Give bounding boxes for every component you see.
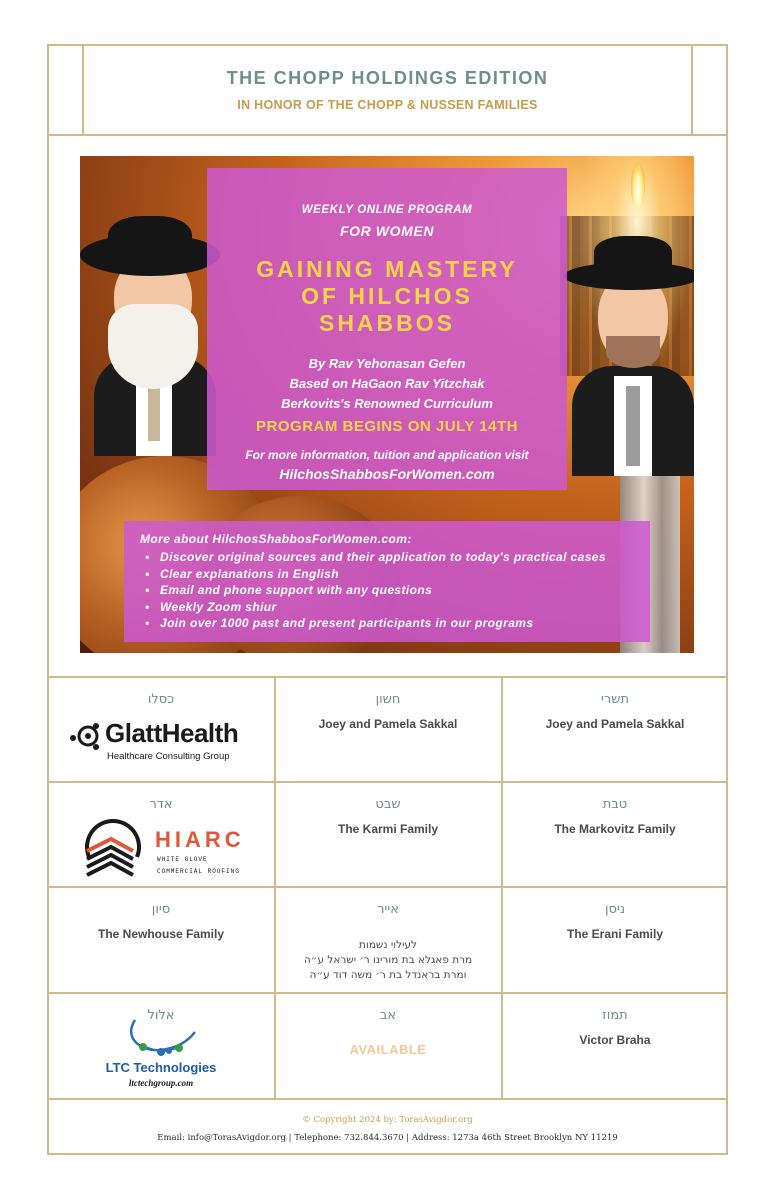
sponsor-cell-elul xyxy=(49,994,273,1098)
memorial-line: לעילוי נשמות xyxy=(359,939,417,951)
program-start-date: PROGRAM BEGINS ON JULY 14TH xyxy=(256,418,518,435)
month-label: ניסן xyxy=(604,902,626,917)
memorial-line: ומרת בראנדל בת ר׳ משה דוד ע״ה xyxy=(309,969,467,981)
sponsor-name: Joey and Pamela Sakkal xyxy=(318,717,458,731)
month-label: כסלו xyxy=(147,692,175,707)
rabbi-photo-right xyxy=(570,236,694,476)
month-label: תשרי xyxy=(601,692,629,707)
sponsor-cell-cheshvan xyxy=(276,678,500,782)
logo-title: HIARC xyxy=(155,827,245,852)
sponsor-cell-sivan xyxy=(49,888,273,992)
month-label: אב xyxy=(379,1008,397,1023)
program-info-text: For more information, tuition and application visit xyxy=(245,448,529,462)
header-divider-right xyxy=(691,46,693,134)
sponsor-cell-teves xyxy=(503,783,727,887)
month-label: אלול xyxy=(147,1008,175,1023)
program-title xyxy=(207,256,567,337)
program-audience: FOR WOMEN xyxy=(339,223,435,239)
program-banner xyxy=(80,156,694,653)
rabbi-photo-left xyxy=(86,216,216,456)
sponsor-cell-tammuz xyxy=(503,994,727,1098)
logo-title: Glatt xyxy=(105,718,162,748)
page-frame xyxy=(47,44,728,1155)
available-slot: AVAILABLE xyxy=(349,1042,427,1057)
sponsor-name: The Erani Family xyxy=(566,927,664,941)
list-item: • Email and phone support with any questions xyxy=(160,582,606,599)
list-item: • Weekly Zoom shiur xyxy=(160,599,606,616)
sponsor-name: The Markovitz Family xyxy=(554,822,676,836)
byline-line: By Rav Yehonasan Gefen xyxy=(308,356,466,371)
sponsor-name: The Newhouse Family xyxy=(97,927,225,941)
details-list xyxy=(160,549,606,632)
sponsor-name: The Karmi Family xyxy=(337,822,439,836)
month-label: אדר xyxy=(149,797,173,812)
byline-line: Based on HaGaon Rav Yitzchak xyxy=(289,376,485,391)
month-label: שבט xyxy=(375,797,401,812)
program-title-line: SHABBOS xyxy=(318,310,455,336)
header xyxy=(49,46,726,136)
month-label: טבת xyxy=(602,797,628,812)
logo-title: LTC Technologies xyxy=(105,1060,217,1075)
header-divider-left xyxy=(82,46,84,134)
sponsor-cell-adar xyxy=(49,783,273,887)
hiarc-mark-icon xyxy=(81,813,145,877)
sponsor-cell-iyar xyxy=(276,888,500,992)
sponsor-name: Joey and Pamela Sakkal xyxy=(545,717,685,731)
month-label: אייר xyxy=(377,902,399,917)
sponsor-cell-kislev xyxy=(49,678,273,782)
details-heading: More about HilchosShabbosForWomen.com: xyxy=(140,532,412,546)
program-details-panel xyxy=(124,521,650,642)
sponsor-name: Victor Braha xyxy=(579,1033,651,1047)
logo-subtitle: COMMERCIAL ROOFING xyxy=(157,868,240,875)
edition-subtitle: IN HONOR OF THE CHOPP & NUSSEN FAMILIES xyxy=(237,98,538,112)
ltc-network-icon xyxy=(121,1018,201,1058)
logo-title: Health xyxy=(161,718,239,748)
program-url: HilchosShabbosForWomen.com xyxy=(279,466,495,482)
memorial-text xyxy=(276,938,500,983)
logo-subtitle: WHITE GLOVE xyxy=(157,856,208,863)
program-kicker: WEEKLY ONLINE PROGRAM xyxy=(301,204,473,216)
ltc-logo xyxy=(49,1016,273,1096)
list-item: • Join over 1000 past and present participants in our programs xyxy=(160,615,606,632)
sponsor-cell-av xyxy=(276,994,500,1098)
copyright-text: © Copyright 2024 by: TorasAvigdor.org xyxy=(302,1115,473,1125)
glatthealth-mark-icon xyxy=(67,720,103,752)
logo-subtitle: ltctechgroup.com xyxy=(128,1078,194,1088)
list-item: • Clear explanations in English xyxy=(160,566,606,583)
footer xyxy=(49,1100,726,1155)
program-byline xyxy=(207,354,567,414)
logo-subtitle: Healthcare Consulting Group xyxy=(107,751,230,762)
sponsor-cell-tishrei xyxy=(503,678,727,782)
sponsor-cell-shevat xyxy=(276,783,500,887)
sponsor-cell-nissan xyxy=(503,888,727,992)
hiarc-logo xyxy=(81,813,261,883)
month-label: סיון xyxy=(151,902,171,917)
glatthealth-logo xyxy=(67,718,257,768)
memorial-line: מרת פאגלא בת מורינו ר׳ ישראל ע״ה xyxy=(303,954,473,966)
edition-title: THE CHOPP HOLDINGS EDITION xyxy=(226,68,549,88)
byline-line: Berkovits's Renowned Curriculum xyxy=(281,396,493,411)
month-label: חשון xyxy=(375,692,401,707)
month-label: תמוז xyxy=(602,1008,628,1023)
program-title-line: OF HILCHOS xyxy=(301,283,473,309)
list-item: • Discover original sources and their application to today's practical cases xyxy=(160,549,606,566)
program-info-panel xyxy=(207,168,567,490)
contact-text: Email: info@TorasAvigdor.org | Telephone: 732.844.3670 | Address: 1273a 46th Street Brooklyn NY 11219 xyxy=(157,1133,618,1143)
candle-flame-image xyxy=(631,162,645,206)
program-title-line: GAINING MASTERY xyxy=(256,256,518,282)
